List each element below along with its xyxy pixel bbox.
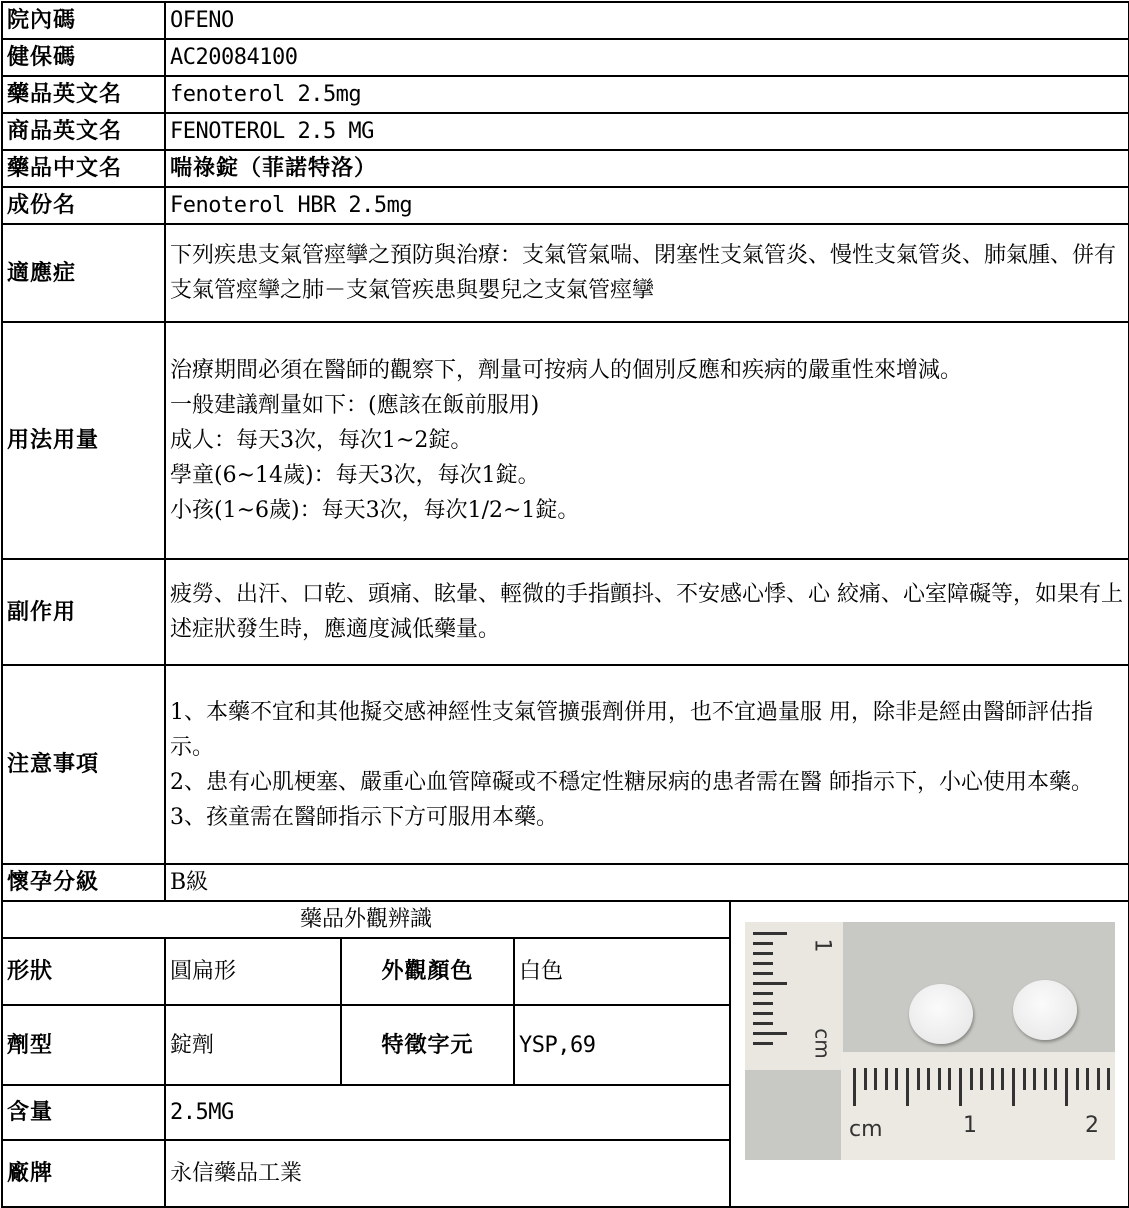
ruler-tick (753, 972, 773, 975)
ruler-tick (1023, 1068, 1026, 1090)
indications-value: 下列疾患支氣管痙攣之預防與治療：支氣管氣喘、閉塞性支氣管炎、慢性支氣管炎、肺氣腫、併有支氣管痙攣之肺－支氣管疾患與嬰兒之支氣管痙攣 (165, 224, 1129, 322)
ruler-tick (1076, 1068, 1079, 1090)
row-hospital-code (2, 2, 1129, 39)
ruler-tick (753, 1002, 773, 1005)
ruler-tick (1001, 1068, 1004, 1090)
ruler-tick (753, 932, 787, 935)
marking-value: YSP,69 (514, 1005, 730, 1085)
marking-label: 特徵字元 (341, 1005, 514, 1085)
brand-value: 永信藥品工業 (165, 1140, 730, 1207)
ruler-tick (1033, 1068, 1036, 1090)
pill-photo (745, 922, 1115, 1160)
row-drug-chinese (2, 150, 1129, 187)
dosage-label: 用法用量 (2, 322, 165, 559)
ruler-tick (938, 1068, 941, 1090)
side-effects-value: 疲勞、出汗、口乾、頭痛、眩暈、輕微的手指顫抖、不安感心悸、心 絞痛、心室障礙等，如果有上述症狀發生時，應適度減低藥量。 (165, 559, 1129, 665)
vertical-ruler-number: 1 (809, 938, 835, 953)
color-value: 白色 (514, 938, 730, 1005)
ruler-tick (1097, 1068, 1100, 1090)
product-english-label: 商品英文名 (2, 113, 165, 150)
ruler-tick (917, 1068, 920, 1090)
ruler-tick (1065, 1068, 1068, 1106)
ruler-tick (753, 952, 773, 955)
drug-info-table (1, 1, 1129, 1208)
row-nhi-code (2, 39, 1129, 76)
form-label: 劑型 (2, 1005, 165, 1085)
ruler-tick (885, 1068, 888, 1090)
ruler-tick (753, 942, 773, 945)
ruler-tick (906, 1068, 909, 1106)
product-english-value: FENOTEROL 2.5 MG (165, 113, 1129, 150)
ruler-tick (753, 1012, 773, 1015)
ruler-tick (959, 1068, 962, 1106)
horizontal-ruler-number-2: 2 (1085, 1113, 1099, 1138)
drug-english-value: fenoterol 2.5mg (165, 76, 1129, 113)
ruler-tick (853, 1068, 856, 1106)
ruler-tick (948, 1068, 951, 1090)
row-appearance-header (2, 901, 1129, 938)
ruler-tick (753, 982, 787, 985)
ruler-tick (753, 1022, 773, 1025)
side-effects-label: 副作用 (2, 559, 165, 665)
ruler-tick (991, 1068, 994, 1090)
color-label: 外觀顏色 (341, 938, 514, 1005)
pregnancy-label: 懷孕分級 (2, 864, 165, 901)
ruler-tick (1012, 1068, 1015, 1106)
row-dosage (2, 322, 1129, 559)
nhi-code-label: 健保碼 (2, 39, 165, 76)
pill-front (909, 984, 973, 1044)
ingredient-label: 成份名 (2, 187, 165, 224)
ruler-tick (1054, 1068, 1057, 1090)
precautions-value: 1、本藥不宜和其他擬交感神經性支氣管擴張劑併用，也不宜過量服 用，除非是經由醫師評估指示。 2、患有心肌梗塞、嚴重心血管障礙或不穩定性糖尿病的患者需在醫 師指示下，小心使用本藥。 3、孩童需在醫師指示下方可服用本藥。 (165, 665, 1129, 864)
indications-label: 適應症 (2, 224, 165, 322)
row-pregnancy (2, 864, 1129, 901)
ingredient-value: Fenoterol HBR 2.5mg (165, 187, 1129, 224)
shape-value: 圓扁形 (165, 938, 341, 1005)
drug-chinese-value: 喘祿錠（菲諾特洛） (165, 150, 1129, 187)
row-product-english (2, 113, 1129, 150)
pill-photo-cell (730, 901, 1129, 1207)
ruler-tick (753, 1032, 787, 1035)
ruler-tick (1086, 1068, 1089, 1090)
horizontal-ruler-unit: cm (849, 1117, 883, 1142)
hospital-code-label: 院內碼 (2, 2, 165, 39)
ruler-tick (927, 1068, 930, 1090)
ruler-tick (970, 1068, 973, 1090)
brand-label: 廠牌 (2, 1140, 165, 1207)
dosage-value: 治療期間必須在醫師的觀察下，劑量可按病人的個別反應和疾病的嚴重性來增減。 一般建議劑量如下：(應該在飯前服用) 成人：每天3次，每次1~2錠。 學童(6~14歲)：每天3次，每次1錠。 小孩(1~6歲)：每天3次，每次1/2~1錠。 (165, 322, 1129, 559)
row-side-effects (2, 559, 1129, 665)
shape-label: 形狀 (2, 938, 165, 1005)
pill-back (1013, 980, 1077, 1040)
nhi-code-value: AC20084100 (165, 39, 1129, 76)
ruler-tick (1107, 1068, 1110, 1090)
row-ingredient (2, 187, 1129, 224)
strength-label: 含量 (2, 1085, 165, 1140)
ruler-tick (753, 1042, 773, 1045)
row-indications (2, 224, 1129, 322)
form-value: 錠劑 (165, 1005, 341, 1085)
strength-value: 2.5MG (165, 1085, 730, 1140)
ruler-tick (753, 962, 773, 965)
drug-english-label: 藥品英文名 (2, 76, 165, 113)
drug-chinese-label: 藥品中文名 (2, 150, 165, 187)
pregnancy-value: B級 (165, 864, 1129, 901)
row-precautions (2, 665, 1129, 864)
ruler-tick (874, 1068, 877, 1090)
vertical-ruler-unit: cm (810, 1028, 835, 1059)
appearance-header: 藥品外觀辨識 (2, 901, 730, 938)
ruler-tick (1044, 1068, 1047, 1090)
ruler-tick (895, 1068, 898, 1090)
ruler-tick (980, 1068, 983, 1090)
ruler-tick (753, 992, 773, 995)
ruler-tick (864, 1068, 867, 1090)
hospital-code-value: OFENO (165, 2, 1129, 39)
precautions-label: 注意事項 (2, 665, 165, 864)
row-drug-english (2, 76, 1129, 113)
horizontal-ruler-number-1: 1 (963, 1113, 977, 1138)
